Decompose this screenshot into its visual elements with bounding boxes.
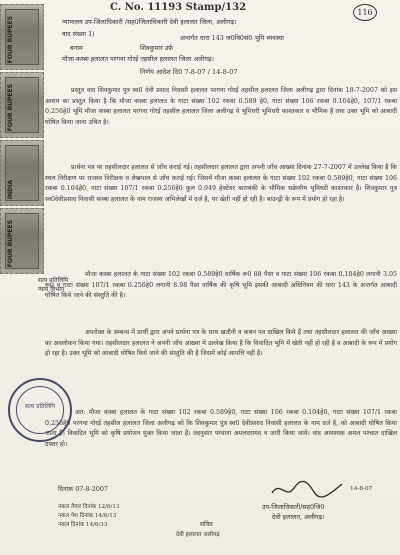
- page-number: 116: [353, 4, 377, 21]
- officer-designation: उप-जिलाधिकारी/सह0जि0: [262, 503, 325, 511]
- village-line: मौजा-कस्बा हलालत परगना गोरई तहसील हलालत जिला अलीगढ़।: [62, 55, 214, 63]
- copy-prepared-date: नकल तैयार दिनांक 12/6/13: [58, 504, 120, 510]
- revenue-stamp-3: INDIA: [0, 140, 44, 206]
- paragraph-2: प्रार्थना पत्र पर तहसीलदार हलालत से जाँच कराई गई। तहसीलदार हलालत द्वारा अपनी जाँच आख्या दिनांक 27-7-2007 में उल्लेख किया है कि स्थल निरीक्षण पर राजस्व निरीक्षक व लेखपाल से जाँच कराई गई। जिसमें मौजा कस्बा हलालत के गाटा संख्या 102 रकबा 0.589हे0, गाटा संख्या 106 रकबा 0.104हे0, गाटा संख्या 107/1 रकबा 0.256हे0 कुल 0.949 हेक्टेयर बाराबंकी के भौमिक सक्रेणीय भूमिधरी काश्तकार है। शिवकुमार पुत्र स्व0देवीप्रसाद निवासी कस्बा हलालत के नाम राजस्व अभिलेखों में दर्ज है, पर खेती नहीं हो रही है। बाउन्ड्री के रूप में प्रयोग हो रहा है।: [45, 164, 397, 204]
- secretary-label: सचिव: [200, 521, 213, 528]
- party-name: शिवकुमार उर्फ़: [140, 44, 174, 52]
- paragraph-3: मौजा कस्बा हलालत के गाटा संख्या 102 रकबा 0.589हे0 वार्षिक रू0 88 पैसा व गाटा संख्या 106 रकबा 0.104हे0 लगानी 3.05 रू0 व गाटा संख्या 107/1 रकबा 0.256हे0 लगानी 8.98 पैसा वार्षिक की कृषि भूमि इसकी आबादी अधिनियम की धारा 143 के अन्तर्गत आबादी घोषित किये जाने की संस्तुति की है।: [45, 271, 397, 300]
- signature-date: 14-8-07: [350, 486, 373, 492]
- secretary-office: देवी हलालत अलीगढ़: [176, 532, 220, 538]
- versus-label: बनाम: [70, 44, 83, 52]
- act-line: अन्तर्गत धारा 143 ज0वि0सं0 भूमि व्यवस्था: [180, 34, 284, 42]
- paragraph-1: प्रस्तुत वाद शिवकुमार पुत्र स्व0 देवी प्रसाद निवासी हलालत परगना गोरई तहसील हलालत जिला अलीगढ़ द्वारा दिनांक 18-7-2007 को इस आशय का प्रस्तुत किया है कि मौजा कस्बा हलालत के गाटा संख्या 102 रकबा 0.589 हे0, गाटा संख्या 106 रकबा 0.104हे0, 107/1 रकबा 0.256हे0 भूमि मौजा कस्बा हलालत परगना गोरई तहसील हलालत जिला अलीगढ़ वे भूमिधरी भूमिधरी काश्तकार व भौमिक है तथा उक्त भूमि को आबादी घोषित किया जाना उचित है।: [45, 87, 397, 127]
- court-heading: न्यायालय उप-जिलाधिकारी /सह0जिलाधिकारी देवी हलालत जिला, अलीगढ़।: [62, 18, 237, 26]
- copy-issued-date: नकल दिनांक 14/6/13: [58, 522, 108, 528]
- judgment-date-line: निर्णय आदेश दि0 7-8-07 / 14-8-07: [140, 68, 238, 76]
- order-date: दिनांक 07-8-2007: [58, 485, 108, 493]
- officer-office: देवी हलालत, अलीगढ़।: [272, 513, 325, 521]
- left-margin-note: सत्य प्रतिलिपि न्याय विभाग: [38, 277, 69, 293]
- paragraph-4: अपरोक्त के सम्बन्ध में प्रार्थी द्वारा अपने प्रार्थना पत्र के साथ खतौनी व कथन पत्र दाखिल किये हैं तथा तहसीलदार हलालत की जाँच आख्या का अवलोकन किया गया। तहसीलदार हलालत ने अपनी जाँच आख्या में उल्लेख किया है कि विवादित भूमि में खेती नहीं हो रही है व आबादी के रूप में प्रयोग हो रहा है। उक्त भूमि को आबादी घोषित किये जाने की संस्तुति की है जिसमें कोई आपत्ति नहीं है।: [45, 329, 397, 358]
- case-label: वाद संख्या 1): [62, 30, 95, 38]
- officer-signature: [268, 478, 348, 500]
- case-number: C. No. 11193 Stamp/132: [110, 2, 247, 13]
- copy-submitted-date: नकल पेश दिनांक 14/6/13: [58, 513, 117, 519]
- revenue-stamp-4: FOUR RUPEES: [0, 208, 44, 274]
- revenue-stamp-1: FOUR RUPEES: [0, 4, 44, 70]
- revenue-stamp-2: FOUR RUPEES: [0, 72, 44, 138]
- paragraph-5: अत: मौजा कस्बा हलालत के गाटा संख्या 102 रकबा 0.589हे0, गाटा संख्या 106 रकबा 0.104हे0, गाटा संख्या 107/1 रकबा 0.256हे0 परगना गोरई तहसील हलालत जिला अलीगढ़ को कि शिवकुमार पुत्र स्व0 देवीप्रसाद निवासी हलालत के नाम दर्ज है, को आबादी घोषित किया जाता है। विवादित भूमि को कृषि प्रयोजन मुक्त किया जाता है। तदनुसार परवाना अमलदरामद व जारी किया जाये। वाद आवश्यक अमल पश्चात दाखिल दफ्तर हो।: [45, 409, 397, 449]
- official-seal: सत्य प्रतिलिपि: [8, 378, 72, 442]
